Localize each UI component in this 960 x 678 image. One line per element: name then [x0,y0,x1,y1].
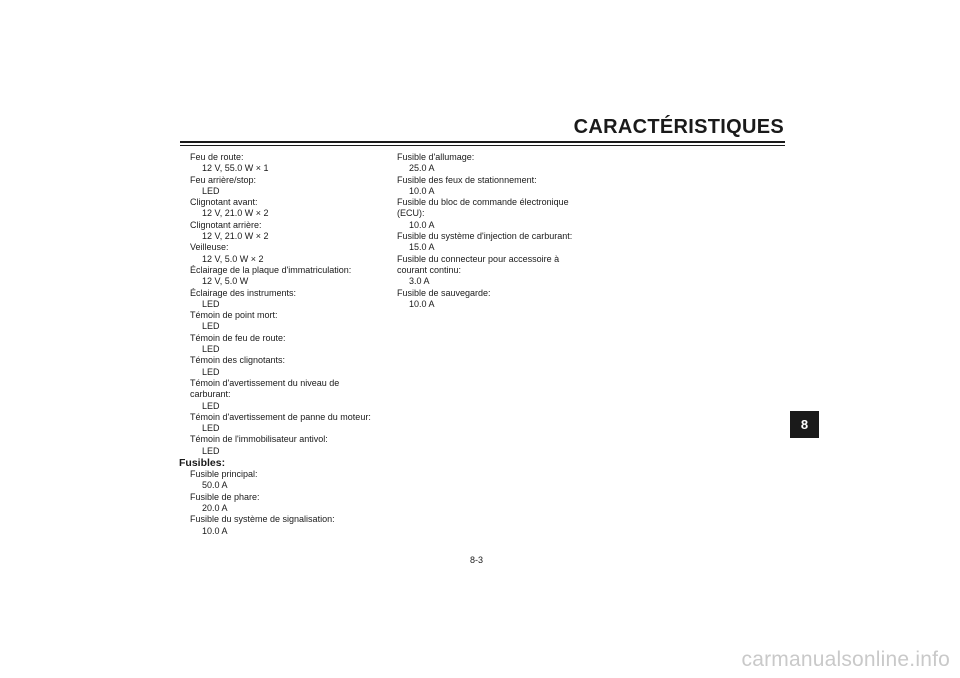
spec-value: 3.0 A [409,276,430,287]
spec-item [190,288,390,311]
spec-label: Éclairage des instruments: [190,287,297,298]
spec-label-continued: courant continu: [397,264,462,275]
spec-value: 10.0 A [409,298,435,309]
spec-label: Clignotant avant: [190,197,258,208]
spec-item [190,220,390,243]
spec-item [190,310,390,333]
spec-item [397,231,597,254]
spec-item [190,333,390,356]
spec-label: Fusible principal: [190,469,258,480]
spec-item [190,355,390,378]
spec-value: LED [202,185,220,196]
spec-label: Fusible du système d'injection de carburant: [397,231,573,242]
spec-label: Veilleuse: [190,242,229,253]
spec-label-continued: carburant: [190,389,231,400]
spec-item [190,378,390,412]
spec-value: LED [202,366,220,377]
watermark: carmanualsonline.info [741,648,950,671]
spec-value: 12 V, 5.0 W × 2 [202,253,264,264]
spec-item [397,175,597,198]
spec-label: Fusible de sauvegarde: [397,287,491,298]
spec-item [190,469,390,492]
spec-label: Fusible d'allumage: [397,152,475,162]
spec-value: 10.0 A [409,219,435,230]
spec-item [190,197,390,220]
spec-value: 25.0 A [409,163,435,174]
spec-value: 50.0 A [202,480,228,491]
spec-label: Fusible des feux de stationnement: [397,174,537,185]
spec-label: Feu de route: [190,152,244,162]
spec-item [190,514,390,537]
spec-value: 15.0 A [409,242,435,253]
page-title: CARACTÉRISTIQUES [573,116,784,138]
spec-item [397,254,597,288]
spec-value: 12 V, 21.0 W × 2 [202,208,269,219]
spec-label: Éclairage de la plaque d'immatriculation: [190,264,352,275]
spec-value: LED [202,298,220,309]
spec-label: Témoin de feu de route: [190,332,286,343]
spec-item [190,152,390,175]
left-column [179,152,390,537]
section-heading-fuses: Fusibles: [179,457,226,470]
chapter-tab: 8 [790,411,819,438]
spec-item [397,288,597,311]
spec-label: Fusible du bloc de commande électronique [397,197,569,208]
spec-value: 12 V, 21.0 W × 2 [202,231,269,242]
spec-label: Témoin des clignotants: [190,355,286,366]
spec-value: LED [202,445,220,456]
title-rule [180,141,785,146]
right-column [397,152,597,310]
spec-label: Fusible du système de signalisation: [190,514,335,525]
spec-label: Témoin de l'immobilisateur antivol: [190,434,328,445]
spec-item [190,175,390,198]
spec-value: LED [202,423,220,434]
spec-label-continued: (ECU): [397,208,425,219]
spec-value: 12 V, 5.0 W [202,276,249,287]
spec-item [190,492,390,515]
page-number: 8-3 [470,555,484,565]
spec-label: Témoin de point mort: [190,310,278,321]
spec-value: 10.0 A [409,185,435,196]
spec-item [190,265,390,288]
spec-value: 20.0 A [202,502,228,513]
spec-item [397,197,597,231]
spec-value: LED [202,400,220,411]
spec-label: Fusible du connecteur pour accessoire à [397,253,560,264]
spec-value: LED [202,321,220,332]
spec-item [397,152,597,175]
spec-label: Témoin d'avertissement de panne du moteur: [190,411,371,422]
spec-item [190,412,390,435]
spec-value: 10.0 A [202,525,228,536]
spec-item [190,434,390,457]
spec-label: Fusible de phare: [190,491,260,502]
spec-label: Témoin d'avertissement du niveau de [190,377,340,388]
spec-label: Clignotant arrière: [190,219,262,230]
spec-value: LED [202,344,220,355]
spec-item [190,242,390,265]
spec-value: 12 V, 55.0 W × 1 [202,163,269,174]
spec-label: Feu arrière/stop: [190,174,257,185]
